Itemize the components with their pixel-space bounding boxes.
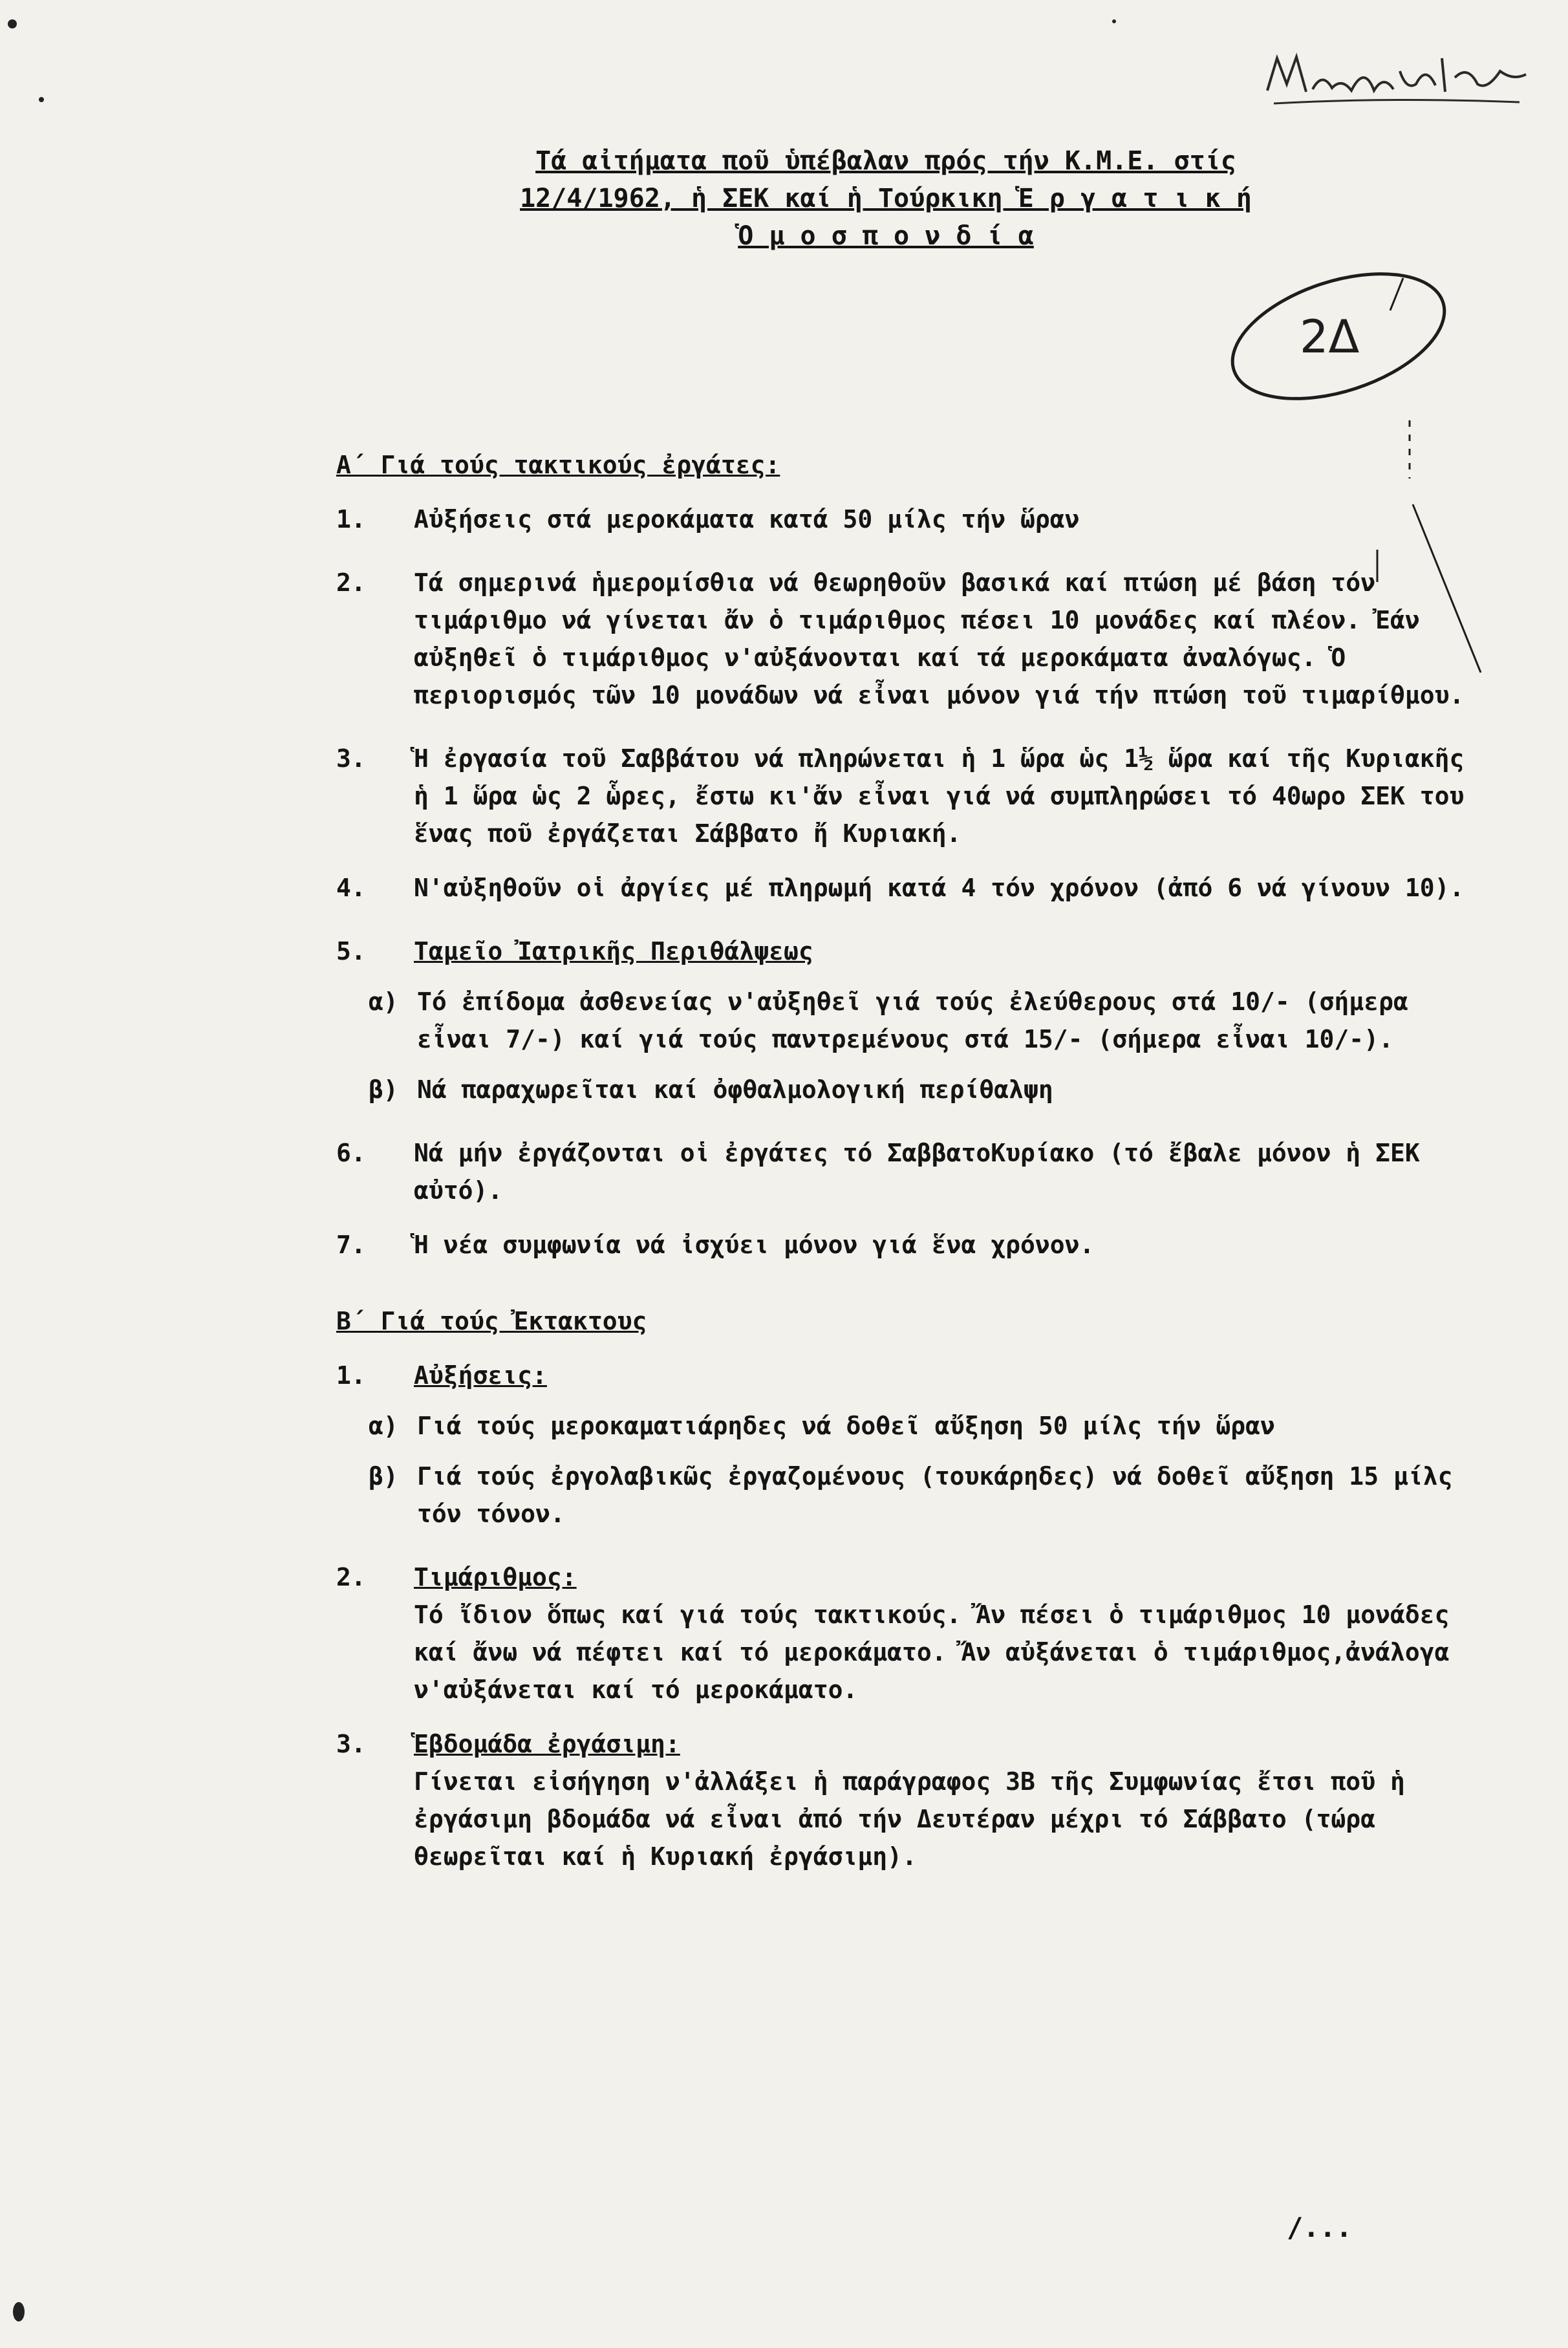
document-body bbox=[336, 446, 1481, 1875]
title-line-2: 12/4/1962, ἡ ΣΕΚ καί ἡ Τούρκικη Ἑ ρ γ α τ ι κ ή bbox=[520, 184, 1252, 213]
list-item bbox=[336, 740, 1481, 852]
item-number: 2. bbox=[336, 568, 366, 597]
section-b-heading: Β΄ Γιά τούς Ἐκτακτους bbox=[336, 1307, 647, 1335]
handwritten-signature bbox=[1261, 45, 1532, 116]
sub-item-label: β) bbox=[369, 1462, 398, 1491]
sub-item bbox=[336, 1071, 1481, 1108]
sub-item-text: Νά παραχωρεῖται καί ὀφθαλμολογική περίθαλψη bbox=[417, 1075, 1053, 1104]
list-item bbox=[336, 564, 1481, 714]
stamp-number: 2Δ bbox=[1300, 310, 1360, 363]
item-number: 1. bbox=[336, 1361, 366, 1390]
sub-item-label: β) bbox=[369, 1075, 398, 1104]
item-text: Τά σημερινά ἡμερομίσθια νά θεωρηθοῦν βασικά καί πτώση μέ βάση τόν τιμάριθμο νά γίνεται ἄν ὁ τιμάριθμος πέσει 10 μονάδες καί πλέον. Ἐάν αὐξηθεῖ ὁ τιμάριθμος ν'αὐξάνονται καί τά μεροκάματα ἀναλόγως. Ὁ περιορισμός τῶν 10 μονάδων νά εἶναι μόνον γιά τήν πτώση τοῦ τιμαρίθμου. bbox=[414, 568, 1465, 709]
item-number: 4. bbox=[336, 874, 366, 902]
item-text: Ἡ νέα συμφωνία νά ἰσχύει μόνον γιά ἕνα χρόνον. bbox=[414, 1231, 1095, 1259]
sub-item-text: Γιά τούς μεροκαματιάρηδες νά δοθεῖ αὔξηση 50 μίλς τήν ὥραν bbox=[417, 1412, 1275, 1440]
sub-item-label: α) bbox=[369, 987, 398, 1016]
item-number: 7. bbox=[336, 1231, 366, 1259]
item-number: 3. bbox=[336, 744, 366, 773]
item-number: 1. bbox=[336, 505, 366, 533]
list-item bbox=[336, 1134, 1481, 1209]
title-line-3: Ὁ μ ο σ π ο ν δ ί α bbox=[738, 221, 1034, 251]
item-text: Ν'αὐξηθοῦν οἱ ἀργίες μέ πληρωμή κατά 4 τόν χρόνον (ἀπό 6 νά γίνουν 10). bbox=[414, 874, 1465, 902]
sub-item-text: Γιά τούς ἐργολαβικῶς ἐργαζομένους (τουκάρηδες) νά δοθεῖ αὔξηση 15 μίλς τόν τόνον. bbox=[417, 1462, 1453, 1528]
item-heading: Τιμάριθμος: bbox=[414, 1563, 577, 1591]
sub-item-label: α) bbox=[369, 1412, 398, 1440]
item-heading: Ταμεῖο Ἰατρικῆς Περιθάλψεως bbox=[414, 937, 813, 965]
document-title bbox=[466, 142, 1306, 255]
sub-item-text: Τό ἐπίδομα ἀσθενείας ν'αὐξηθεῖ γιά τούς ἐλεύθερους στά 10/- (σήμερα εἶναι 7/-) καί γιά τούς παντρεμένους στά 15/- (σήμερα εἶναι 10/-). bbox=[417, 987, 1408, 1053]
section-a-heading: Α΄ Γιά τούς τακτικούς ἐργάτες: bbox=[336, 451, 780, 479]
list-item bbox=[336, 932, 1481, 970]
item-text: Νά μήν ἐργάζονται οἱ ἐργάτες τό ΣαββατοΚυρίακο (τό ἔβαλε μόνον ἡ ΣΕΚ αὐτό). bbox=[414, 1139, 1420, 1205]
scan-speck bbox=[8, 19, 17, 28]
sub-item bbox=[336, 1407, 1481, 1445]
scan-speck bbox=[1112, 19, 1116, 23]
item-text: Γίνεται εἰσήγηση ν'ἀλλάξει ἡ παράγραφος 3Β τῆς Συμφωνίας ἔτσι ποῦ ἡ ἐργάσιμη βδομάδα νά εἶναι ἀπό τήν Δευτέραν μέχρι τό Σάββατο (τώρα θεωρεῖται καί ἡ Κυριακή ἐργάσιμη). bbox=[414, 1767, 1405, 1871]
scan-speck bbox=[39, 97, 44, 102]
list-item bbox=[336, 869, 1481, 907]
item-number: 3. bbox=[336, 1730, 366, 1758]
item-number: 2. bbox=[336, 1563, 366, 1591]
item-text: Τό ἴδιον ὅπως καί γιά τούς τακτικούς. Ἄν πέσει ὁ τιμάριθμος 10 μονάδες καί ἄνω νά πέφτει καί τό μεροκάματο. Ἄν αὐξάνεται ὁ τιμάριθμος,ἀνάλογα ν'αὐξάνεται καί τό μεροκάματο. bbox=[414, 1600, 1450, 1704]
item-heading: Ἑβδομάδα ἐργάσιμη: bbox=[414, 1730, 680, 1758]
item-number: 6. bbox=[336, 1139, 366, 1167]
signature-scribble bbox=[1261, 45, 1532, 116]
sub-item bbox=[336, 983, 1481, 1058]
item-text: Αὐξήσεις στά μεροκάματα κατά 50 μίλς τήν ὥραν bbox=[414, 505, 1080, 533]
continuation-mark: /... bbox=[1287, 2212, 1353, 2243]
scan-speck bbox=[13, 2302, 25, 2321]
list-item bbox=[336, 1226, 1481, 1264]
item-text: Ἡ ἐργασία τοῦ Σαββάτου νά πληρώνεται ἡ 1 ὥρα ὡς 1½ ὥρα καί τῆς Κυριακῆς ἡ 1 ὥρα ὡς 2 ὧρες, ἔστω κι'ἄν εἶναι γιά νά συμπληρώσει τό 40ωρο ΣΕΚ του ἕνας ποῦ ἐργάζεται Σάββατο ἤ Κυριακή. bbox=[414, 744, 1465, 848]
item-heading: Αὐξήσεις: bbox=[414, 1361, 547, 1390]
sub-item bbox=[336, 1458, 1481, 1533]
title-line-1: Τά αἰτήματα ποῦ ὑπέβαλαν πρός τήν Κ.Μ.Ε. στίς bbox=[535, 146, 1236, 176]
list-item bbox=[336, 1725, 1481, 1875]
list-item bbox=[336, 1357, 1481, 1394]
item-number: 5. bbox=[336, 937, 366, 965]
list-item bbox=[336, 501, 1481, 538]
list-item bbox=[336, 1558, 1481, 1708]
